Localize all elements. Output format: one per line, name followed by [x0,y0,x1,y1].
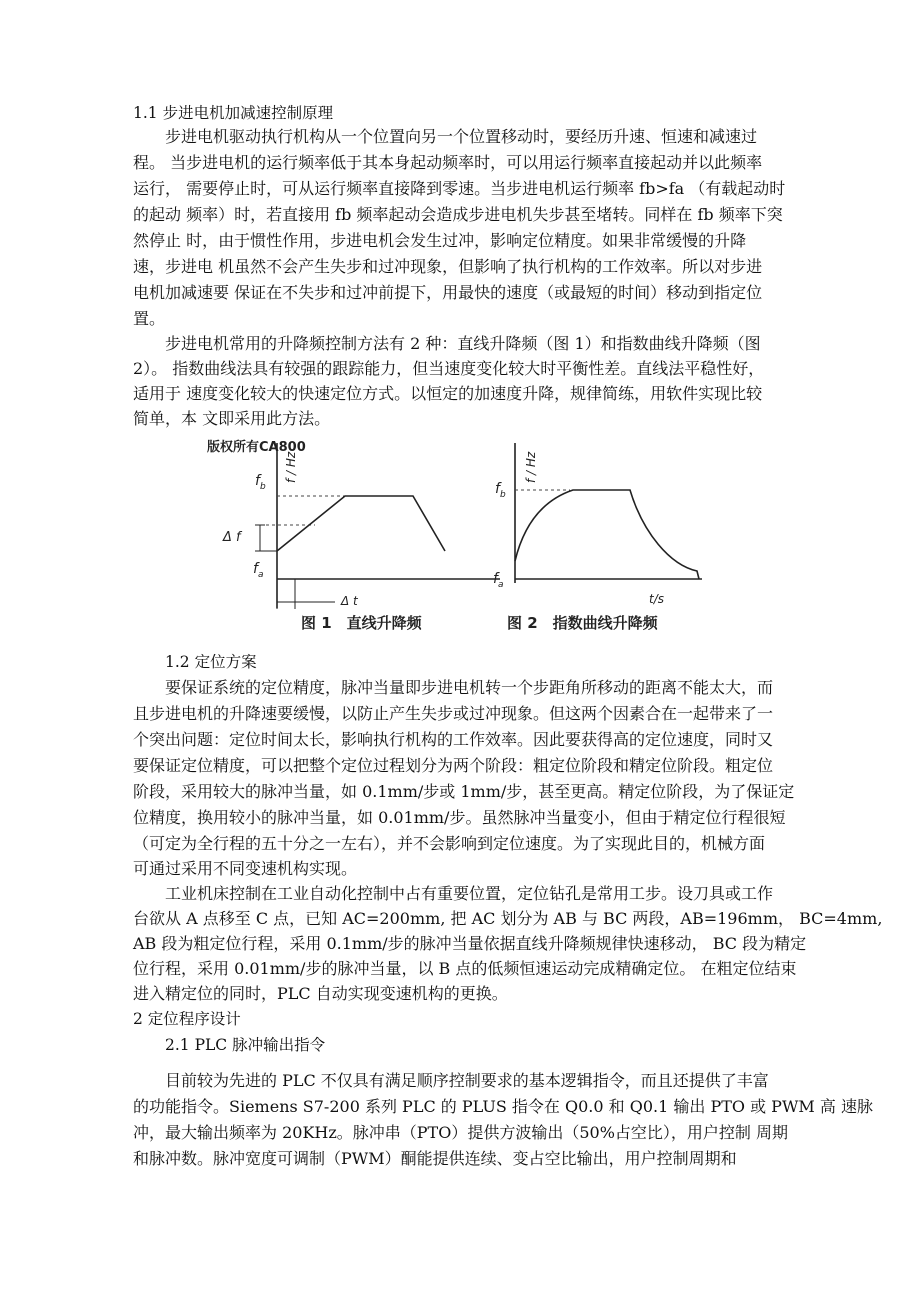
paragraph-line: 要保证定位精度，可以把整个定位过程划分为两个阶段：粗定位阶段和精定位阶段。粗定位 [133,756,774,775]
fig1-chart [222,443,500,632]
paragraph-line: 电机加减速要 保证在不失步和过冲前提下，用最快的速度（或最短的时间）移动到指定位 [133,283,763,302]
paragraph-line: 个突出问题：定位时间太长，影响执行机构的工作效率。因此要获得高的定位速度，同时又 [133,730,774,749]
section-1-1-heading: 1.1 步进电机加减速控制原理 [133,104,334,122]
paragraph-line: 简单，本 文即采用此方法。 [133,409,331,428]
fig2-fb-sub: b [499,490,506,500]
frequency-ramp-figure [205,433,715,633]
fig2-x-label: t/s [649,592,664,606]
paragraph-line: 台欲从 A 点移至 C 点，已知 AC=200mm, 把 AC 划分为 AB 与 BC 两段，AB=196mm， BC=4mm, [133,909,883,928]
fig2-fb-main: f [495,481,500,497]
paragraph-line: 置。 [133,309,166,328]
paragraph-line: 进入精定位的同时，PLC 自动实现变速机构的更换。 [133,984,508,1003]
fig1-fb-main: f [255,473,260,489]
fig1-caption: 图 1 直线升降频 [301,614,422,632]
paragraph-line: 的起动 频率）时，若直接用 fb 频率起动会造成步进电机失步甚至堵转。同样在 fb 频率下突 [133,205,783,224]
paragraph-line: （可定为全行程的五十分之一左右），并不会影响到定位速度。为了实现此目的，机械方面 [133,834,766,853]
figure-svg [205,433,715,633]
paragraph-line: 目前较为先进的 PLC 不仅具有满足顺序控制要求的基本逻辑指令，而且还提供了丰富 [165,1071,769,1090]
watermark-text: 版权所有CA800 [207,440,306,455]
paragraph-line: 要保证系统的定位精度，脉冲当量即步进电机转一个步距角所移动的距离不能太大，而 [165,678,774,697]
paragraph-line: 冲，最大输出频率为 20KHz。脉冲串（PTO）提供方波输出（50%占空比），用户控制 周期 [133,1123,788,1142]
paragraph-line: 2）。 指数曲线法具有较强的跟踪能力，但当速度变化较大时平衡性差。直线法平稳性好， [133,359,765,378]
fig1-fb-label [255,473,266,492]
paragraph-line: 阶段，采用较大的脉冲当量，如 0.1mm/步或 1mm/步，甚至更高。精定位阶段，为了保证定 [133,782,795,801]
paragraph-line: 位精度，换用较小的脉冲当量，如 0.01mm/步。虽然脉冲当量变小，但由于精定位行程很短 [133,808,786,827]
fig1-fb-sub: b [259,482,266,492]
paragraph-line: 程。 当步进电机的运行频率低于其本身起动频率时，可以用运行频率直接起动并以此频率 [133,153,763,172]
paragraph-line: 步进电机驱动执行机构从一个位置向另一个位置移动时，要经历升速、恒速和减速过 [165,127,758,146]
section-1-2-heading: 1.2 定位方案 [165,653,257,671]
paragraph-line: 速，步进电 机虽然不会产生失步和过冲现象，但影响了执行机构的工作效率。所以对步进 [133,257,763,276]
fig2-y-label: f / Hz [524,451,538,483]
paragraph-line: 适用于 速度变化较大的快速定位方式。以恒定的加速度升降，规律简练，用软件实现比较 [133,384,763,403]
section-2-heading: 2 定位程序设计 [133,1010,241,1028]
paragraph-line: 和脉冲数。脉冲宽度可调制（PWM）酮能提供连续、变占空比输出，用户控制周期和 [133,1149,737,1168]
fig1-ramp-curve [277,496,445,551]
fig2-fa-label [493,571,503,590]
paragraph-line: 的功能指令。Siemens S7-200 系列 PLC 的 PLUS 指令在 Q0.0 和 Q0.1 输出 PTO 或 PWM 高 速脉 [133,1097,873,1116]
fig1-y-label: f / Hz [284,451,298,483]
paragraph-line: AB 段为粗定位行程，采用 0.1mm/步的脉冲当量依据直线升降频规律快速移动， BC 段为精定 [133,934,807,953]
fig2-caption: 图 2 指数曲线升降频 [507,614,658,632]
fig1-delta-f-label: Δ f [223,530,241,545]
paragraph-line: 且步进电机的升降速要缓慢，以防止产生失步或过冲现象。但这两个因素合在一起带来了一 [133,704,774,723]
fig2-exponential-curve [515,490,699,579]
paragraph-line: 工业机床控制在工业自动化控制中占有重要位置，定位钻孔是常用工步。设刀具或工作 [165,884,774,903]
fig2-chart [493,443,702,632]
section-2-1-heading: 2.1 PLC 脉冲输出指令 [165,1036,326,1054]
fig2-fa-sub: a [497,580,504,590]
fig1-fa-label [253,561,263,580]
fig2-fa-main: f [493,571,498,587]
fig2-fb-label [495,481,506,500]
paragraph-line: 运行， 需要停止时，可从运行频率直接降到零速。当步进电机运行频率 fb>fa （有载起动时 [133,179,786,198]
paragraph-line: 然停止 时，由于惯性作用，步进电机会发生过冲，影响定位精度。如果非常缓慢的升降 [133,231,747,250]
fig1-delta-t-label: Δ t [341,594,358,608]
paragraph-line: 可通过采用不同变速机构实现。 [133,859,358,878]
paragraph-line: 步进电机常用的升降频控制方法有 2 种：直线升降频（图 1）和指数曲线升降频（图 [165,334,761,353]
fig1-fa-sub: a [257,570,264,580]
paragraph-line: 位行程，采用 0.01mm/步的脉冲当量，以 B 点的低频恒速运动完成精确定位。 在粗定位结束 [133,959,797,978]
fig1-fa-main: f [253,561,258,577]
